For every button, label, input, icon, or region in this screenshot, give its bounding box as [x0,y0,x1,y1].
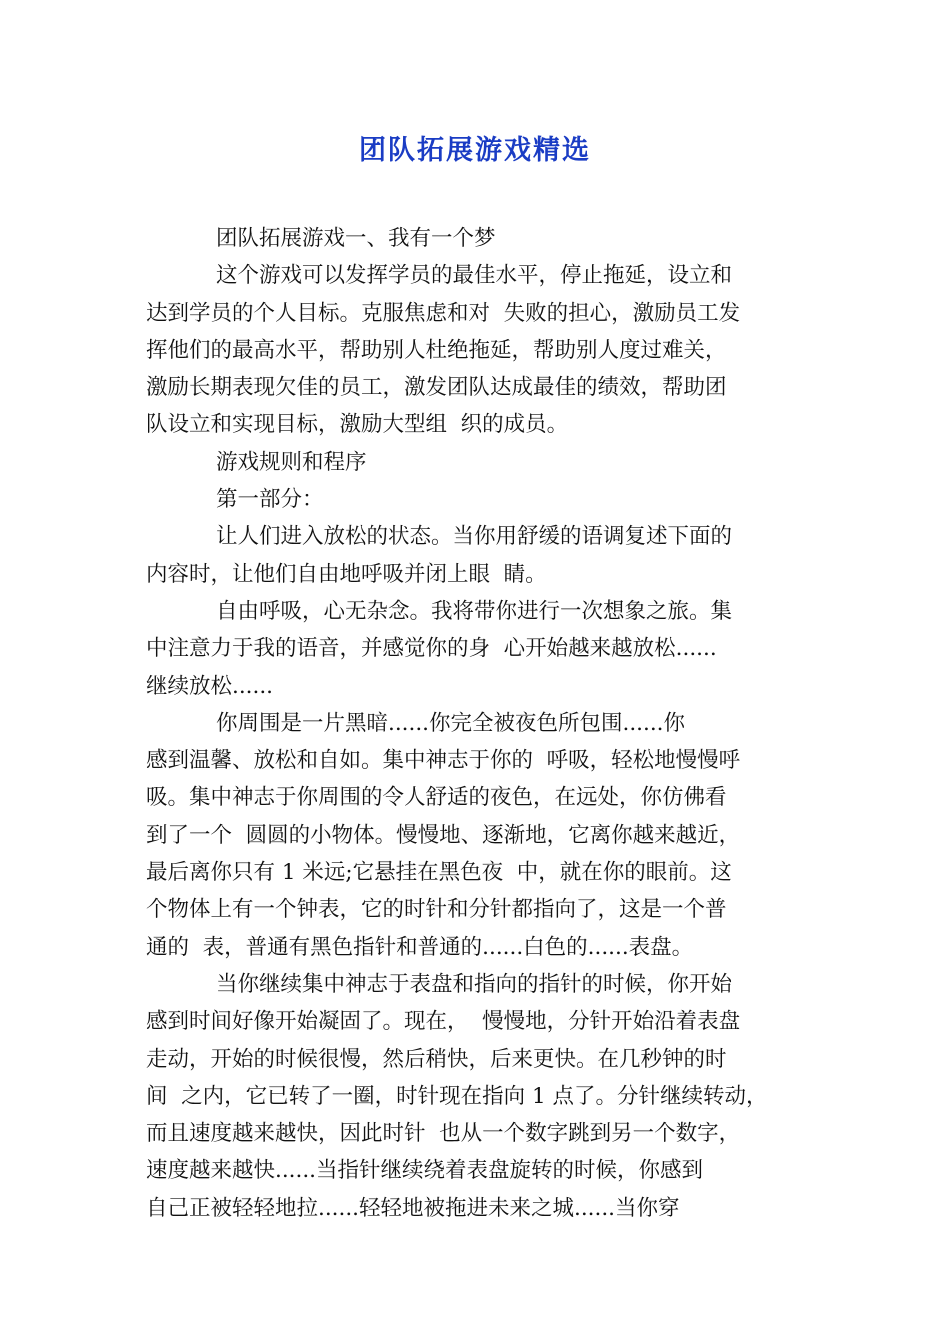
text-line: 自己正被轻轻地拉......轻轻地被拖进未来之城......当你穿 [146,1195,680,1221]
text-line: 到了一个 圆圆的小物体。慢慢地、逐渐地，它离你越来越近， [146,822,741,848]
text-line: 挥他们的最高水平，帮助别人杜绝拖延，帮助别人度过难关， [146,337,727,363]
text-line: 自由呼吸，心无杂念。我将带你进行一次想象之旅。集 [216,598,733,624]
text-line: 继续放松...... [146,673,274,699]
text-line: 吸。集中神志于你周围的令人舒适的夜色，在远处，你仿佛看 [146,785,727,811]
text-line: 最后离你只有 1 米远;它悬挂在黑色夜 中，就在你的眼前。这 [146,860,732,886]
text-line: 让人们进入放松的状态。当你用舒缓的语调复述下面的 [216,524,733,550]
text-line: 达到学员的个人目标。克服焦虑和对 失败的担心，激励员工发 [146,300,741,326]
document-title: 团队拓展游戏精选 [359,135,591,166]
text-line: 你周围是一片黑暗......你完全被夜色所包围......你 [216,710,686,736]
text-line: 走动，开始的时候很慢，然后稍快，后来更快。在几秒钟的时 [146,1046,727,1072]
text-line: 通的 表，普通有黑色指针和普通的......白色的......表盘。 [146,934,694,960]
text-line: 而且速度越来越快，因此时针 也从一个数字跳到另一个数字， [146,1121,741,1147]
text-line: 感到时间好像开始凝固了。现在， 慢慢地，分针开始沿着表盘 [146,1009,741,1035]
text-line: 感到温馨、放松和自如。集中神志于你的 呼吸，轻松地慢慢呼 [146,748,741,774]
text-line: 当你继续集中神志于表盘和指向的指针的时候，你开始 [216,971,733,997]
text-line: 个物体上有一个钟表，它的时针和分针都指向了，这是一个普 [146,897,727,923]
text-line: 中注意力于我的语音，并感觉你的身 心开始越来越放松...... [146,636,717,662]
text-line: 第一部分： [216,487,324,513]
text-line: 速度越来越快......当指针继续绕着表盘旋转的时候，你感到 [146,1158,704,1184]
text-line: 内容时，让他们自由地呼吸并闭上眼 睛。 [146,561,547,587]
text-line: 游戏规则和程序 [216,449,367,475]
document-body [146,220,806,1227]
text-line: 间 之内，它已转了一圈，时针现在指向 1 点了。分针继续转动， [146,1083,768,1109]
text-line: 队设立和实现目标，激励大型组 织的成员。 [146,412,569,438]
text-line: 这个游戏可以发挥学员的最佳水平，停止拖延，设立和 [216,263,733,289]
text-line: 团队拓展游戏一、我有一个梦 [216,226,496,251]
text-line: 激励长期表现欠佳的员工，激发团队达成最佳的绩效，帮助团 [146,375,727,401]
